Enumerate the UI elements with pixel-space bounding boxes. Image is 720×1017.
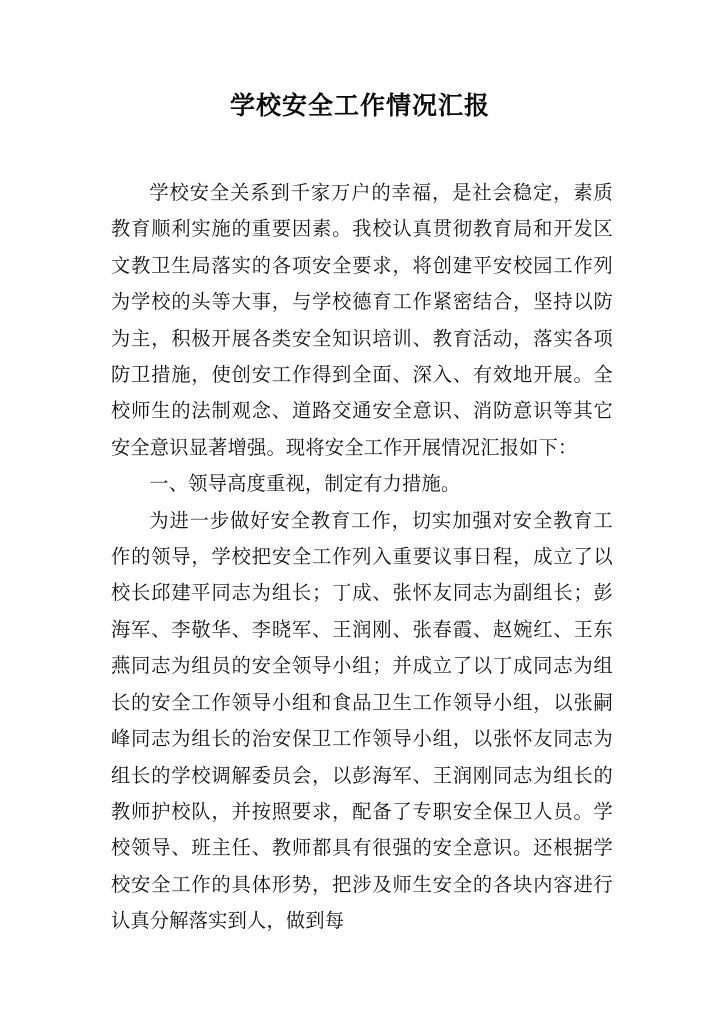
- paragraph-intro: 学校安全关系到千家万户的幸福，是社会稳定，素质教育顺利实施的重要因素。我校认真贯彻教育局和开发区文教卫生局落实的各项安全要求，将创建平安校园工作列为学校的头等大事，与学校德育工作紧密结合，坚持以防为主，积极开展各类安全知识培训、教育活动，落实各项防卫措施，使创安工作得到全面、深入、有效地开展。全校师生的法制观念、道路交通安全意识、消防意识等其它安全意识显著增强。现将安全工作开展情况汇报如下：: [111, 181, 613, 459]
- paragraph-section-heading: 一、领导高度重视，制定有力措施。: [149, 472, 461, 496]
- paragraph-leadership: 为进一步做好安全教育工作，切实加强对安全教育工作的领导，学校把安全工作列入重要议事日程，成立了以校长邱建平同志为组长；丁成、张怀友同志为副组长；彭海军、李敬华、李晓军、王润刚、张春霞、赵婉红、王东燕同志为组员的安全领导小组；并成立了以丁成同志为组长的安全工作领导小组和食品卫生工作领导小组，以张嗣峰同志为组长的治安保卫工作领导小组，以张怀友同志为组长的学校调解委员会，以彭海军、王润刚同志为组长的教师护校队，并按照要求，配备了专职安全保卫人员。学校领导、班主任、教师都具有很强的安全意识。还根据学校安全工作的具体形势，把涉及师生安全的各块内容进行认真分解落实到人，做到每: [111, 508, 613, 933]
- document-title: 学校安全工作情况汇报: [229, 91, 490, 120]
- document-body: [111, 175, 613, 940]
